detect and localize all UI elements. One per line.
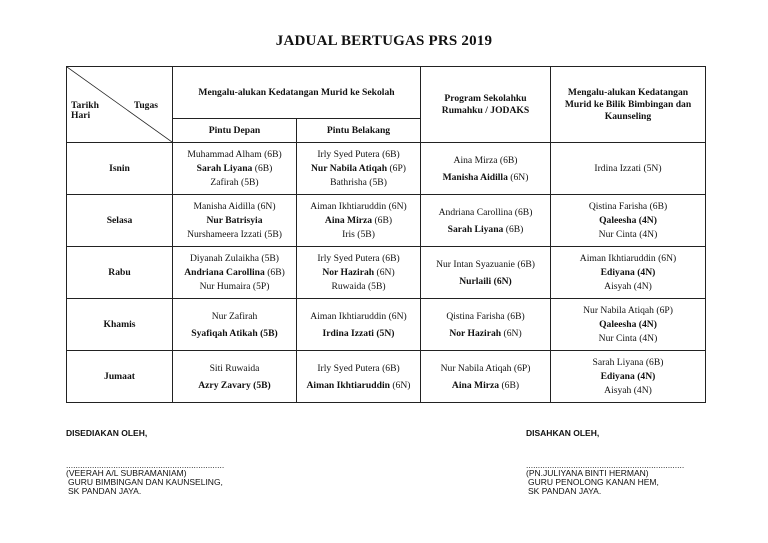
student-name: Ediyana (600, 266, 635, 278)
student-entry (297, 280, 420, 294)
student-name: Nur Batrisyia (206, 214, 263, 226)
approved-by-title: GURU PENOLONG KANAN HEM, (528, 477, 659, 487)
pintu-depan-cell (173, 143, 297, 195)
student-class: (6N) (388, 310, 407, 322)
student-entry (297, 176, 420, 190)
student-name: Nurlaili (459, 275, 492, 287)
student-name: Nur Nabila Atiqah (583, 304, 654, 316)
day-cell: Isnin (67, 143, 173, 195)
student-name: Sarah Liyana (447, 223, 504, 235)
corner-header-cell (67, 67, 173, 143)
student-name: Nur Intan Syazuanie (436, 258, 515, 270)
student-class: (4N) (639, 332, 658, 344)
header-jodaks: Program Sekolahku Rumahku / JODAKS (421, 67, 551, 143)
student-name: Zafirah (210, 176, 239, 188)
student-name: Nor Hazirah (322, 266, 375, 278)
schedule-row (67, 195, 706, 247)
schedule-row (67, 299, 706, 351)
student-entry (173, 360, 296, 377)
student-name: Syafiqah Atikah (191, 327, 258, 339)
student-name: Nur Cinta (598, 332, 637, 344)
student-name: Irdina Izzati (594, 163, 642, 174)
student-entry (421, 152, 550, 169)
jodaks-cell (421, 299, 551, 351)
student-entry (297, 360, 420, 377)
pintu-belakang-cell (297, 351, 421, 403)
student-class: (6N) (376, 266, 395, 278)
student-entry (551, 304, 705, 318)
jodaks-cell (421, 351, 551, 403)
student-class: (6B) (517, 258, 535, 270)
student-class: (6P) (656, 304, 673, 316)
duty-schedule-table (66, 66, 706, 403)
student-class: (5N) (376, 327, 395, 339)
student-class: (6B) (507, 310, 525, 322)
student-entry (551, 160, 705, 177)
corner-tarikh-hari-label: Tarikh Hari (71, 100, 99, 121)
student-name: Qaleesha (599, 214, 637, 226)
student-name: Aisyah (604, 384, 632, 396)
student-name: Irly Syed Putera (317, 252, 380, 264)
student-name: Aisyah (604, 280, 632, 292)
student-entry (297, 200, 420, 214)
student-name: Nurshameera Izzati (187, 228, 262, 240)
student-entry (421, 360, 550, 377)
student-name: Manisha Aidilla (442, 171, 508, 183)
student-class: (6N) (392, 379, 411, 391)
student-entry (421, 325, 550, 342)
counseling-cell (551, 195, 706, 247)
schedule-row (67, 143, 706, 195)
student-entry (421, 308, 550, 325)
student-entry (173, 148, 296, 162)
prepared-by-name: (VEERAH A/L SUBRAMANIAM) (66, 468, 187, 478)
student-class: (6B) (514, 206, 533, 218)
student-name: Diyanah Zulaikha (190, 252, 259, 264)
day-cell: Khamis (67, 299, 173, 351)
pintu-depan-cell (173, 299, 297, 351)
student-class: (5B) (241, 176, 259, 188)
student-name: Muhammad Alham (187, 148, 262, 160)
day-cell: Rabu (67, 247, 173, 299)
student-class: (6B) (267, 266, 285, 278)
subheader-pintu-depan: Pintu Depan (173, 119, 297, 143)
student-class: (6B) (374, 214, 393, 226)
student-name: Ediyana (600, 370, 635, 382)
student-entry (297, 266, 420, 280)
student-class: (6B) (501, 379, 520, 391)
pintu-belakang-cell (297, 299, 421, 351)
student-class: (6B) (649, 200, 668, 212)
student-class: (6B) (505, 223, 524, 235)
student-entry (551, 384, 705, 398)
student-name: Nur Nabila Atiqah (311, 162, 388, 174)
student-entry (173, 377, 296, 394)
student-name: Ruwaida (331, 280, 366, 292)
pintu-belakang-cell (297, 247, 421, 299)
pintu-belakang-cell (297, 195, 421, 247)
student-name: Aina Mirza (451, 379, 500, 391)
student-entry (173, 308, 296, 325)
student-class: (6P) (389, 162, 406, 174)
student-class: (4N) (633, 280, 652, 292)
schedule-row (67, 351, 706, 403)
student-name: Aiman Ikhtiaruddin (310, 310, 387, 322)
student-name: Manisha Aidilla (193, 200, 256, 212)
student-entry (551, 280, 705, 294)
student-name: Siti Ruwaida (209, 362, 260, 374)
student-class: (6N) (658, 252, 677, 264)
student-class: (6N) (388, 200, 407, 212)
document-title: JADUAL BERTUGAS PRS 2019 (275, 33, 493, 49)
student-class: (5P) (252, 280, 270, 292)
prepared-by-signature-line: ................................................................... (66, 460, 225, 470)
student-name: Aiman Ikhtiaruddin (310, 200, 387, 212)
day-cell: Selasa (67, 195, 173, 247)
student-entry (173, 214, 296, 228)
student-entry (297, 214, 420, 228)
student-name: Irly Syed Putera (317, 362, 380, 374)
student-name: Nur Nabila Atiqah (440, 362, 512, 374)
student-class: (5B) (264, 228, 282, 240)
student-class: (5B) (253, 379, 271, 391)
student-class: (6B) (499, 154, 518, 166)
student-name: Nur Humaira (199, 280, 251, 292)
header-welcome-counseling: Mengalu-alukan Kedatangan Murid ke Bilik Bimbingan dan Kaunseling (551, 67, 706, 143)
student-name: Sarah Liyana (196, 162, 253, 174)
schedule-rows (67, 143, 706, 403)
approved-by-signature-line: ................................................................... (526, 460, 685, 470)
student-class: (4N) (637, 370, 656, 382)
student-name: Aiman Ikhtiaruddin (579, 252, 656, 264)
student-class: (6P) (513, 362, 531, 374)
student-class: (6N) (503, 327, 522, 339)
student-name: Irdina Izzati (322, 327, 374, 339)
student-name: Bathrisha (330, 176, 367, 188)
student-class: (5N) (643, 163, 662, 174)
jodaks-cell (421, 143, 551, 195)
day-cell: Jumaat (67, 351, 173, 403)
student-entry (297, 252, 420, 266)
approved-by-name: (PN.JULIYANA BINTI HERMAN) (526, 468, 649, 478)
student-entry (551, 370, 705, 384)
student-entry (551, 228, 705, 242)
student-class: (4N) (633, 384, 652, 396)
student-entry (173, 176, 296, 190)
student-entry (173, 228, 296, 242)
approved-by-label: DISAHKAN OLEH, (526, 428, 600, 438)
student-entry (173, 252, 296, 266)
student-class: (4N) (639, 228, 658, 240)
signature-prepared-by (66, 428, 224, 496)
schedule-row (67, 247, 706, 299)
student-entry (551, 266, 705, 280)
subheader-pintu-belakang: Pintu Belakang (297, 119, 421, 143)
student-entry (297, 308, 420, 325)
student-name: Andriana Carollina (184, 266, 265, 278)
student-entry (297, 148, 420, 162)
student-class: (6B) (382, 362, 400, 374)
student-name: Azry Zavary (198, 379, 251, 391)
student-entry (297, 228, 420, 242)
student-entry (173, 266, 296, 280)
student-entry (421, 204, 550, 221)
student-entry (173, 200, 296, 214)
student-class: (5B) (261, 252, 279, 264)
student-entry (173, 280, 296, 294)
student-entry (297, 377, 420, 394)
student-name: Irly Syed Putera (317, 148, 380, 160)
student-entry (421, 377, 550, 394)
student-name: Iris (342, 228, 355, 240)
pintu-depan-cell (173, 247, 297, 299)
student-class: (6B) (645, 356, 664, 368)
student-class: (5B) (357, 228, 375, 240)
student-name: Aiman Ikhtiaruddin (306, 379, 390, 391)
student-entry (421, 256, 550, 273)
student-class: (5B) (369, 176, 387, 188)
jodaks-cell (421, 247, 551, 299)
student-class: (5B) (260, 327, 278, 339)
student-entry (421, 169, 550, 186)
student-class: (6N) (493, 275, 512, 287)
student-entry (421, 273, 550, 290)
prepared-by-title: GURU BIMBINGAN DAN KAUNSELING, (68, 477, 223, 487)
student-entry (551, 318, 705, 332)
student-name: Nur Cinta (598, 228, 637, 240)
counseling-cell (551, 299, 706, 351)
student-entry (421, 221, 550, 238)
student-class: (6B) (382, 148, 400, 160)
student-entry (551, 356, 705, 370)
student-class: (5B) (367, 280, 386, 292)
student-name: Sarah Liyana (592, 356, 644, 368)
student-name: Nor Hazirah (449, 327, 502, 339)
header-welcome-school: Mengalu-alukan Kedatangan Murid ke Sekolah (173, 67, 421, 119)
corner-tugas-label: Tugas (133, 100, 158, 111)
student-entry (297, 325, 420, 342)
student-class: (6N) (510, 171, 529, 183)
pintu-depan-cell (173, 351, 297, 403)
student-class: (4N) (637, 266, 656, 278)
student-entry (551, 214, 705, 228)
student-entry (173, 162, 296, 176)
student-name: Qistina Farisha (446, 310, 505, 322)
student-class: (6B) (382, 252, 400, 264)
student-class: (4N) (638, 214, 657, 226)
student-name: Qistina Farisha (588, 200, 648, 212)
student-entry (551, 200, 705, 214)
jodaks-cell (421, 195, 551, 247)
student-name: Qaleesha (599, 318, 637, 330)
prepared-by-label: DISEDIAKAN OLEH, (66, 428, 148, 438)
signature-approved-by (526, 428, 684, 496)
student-class: (6B) (264, 148, 282, 160)
student-entry (173, 325, 296, 342)
student-name: Nur Zafirah (211, 310, 258, 322)
counseling-cell (551, 247, 706, 299)
student-entry (551, 332, 705, 346)
student-entry (297, 162, 420, 176)
student-class: (6B) (254, 162, 273, 174)
pintu-belakang-cell (297, 143, 421, 195)
student-class: (6N) (257, 200, 276, 212)
student-name: Andriana Carollina (438, 206, 513, 218)
student-name: Aina Mirza (453, 154, 498, 166)
counseling-cell (551, 351, 706, 403)
student-name: Aina Mirza (324, 214, 373, 226)
counseling-cell (551, 143, 706, 195)
pintu-depan-cell (173, 195, 297, 247)
student-class: (4N) (638, 318, 657, 330)
student-entry (551, 252, 705, 266)
approved-by-school: SK PANDAN JAYA. (528, 486, 602, 496)
prepared-by-school: SK PANDAN JAYA. (68, 486, 142, 496)
